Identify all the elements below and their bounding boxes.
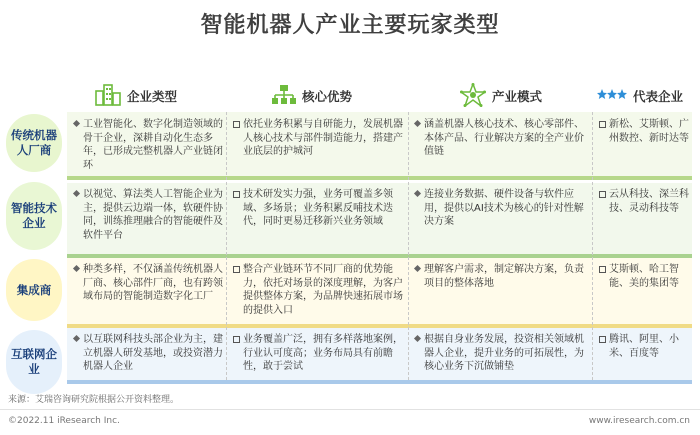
header-enterprise-type <box>95 84 177 108</box>
column-divider <box>408 112 409 380</box>
row-label-intelligent-tech-company: 智能技术企业 <box>6 182 62 250</box>
header-enterprise-type-label: 企业类型 <box>127 89 178 104</box>
header-industry-model <box>460 84 542 108</box>
copyright-text: ©2022.11 iResearch Inc. <box>8 416 120 426</box>
three-stars-icon <box>597 89 627 104</box>
column-divider <box>226 112 227 380</box>
row-divider <box>67 380 692 384</box>
row-label-integrator: 集成商 <box>6 259 62 321</box>
buildings-icon <box>95 84 121 109</box>
cell-core-advantage: 依托业务积累与自研能力，发展机器人核心技术与部件制造能力，搭建产业底层的护城河 <box>232 118 406 159</box>
cell-industry-model: 连接业务数据、硬件设备与软件应用，提供以AI技术为核心的针对性解决方案 <box>413 188 590 229</box>
column-header-row <box>0 84 700 108</box>
row-label-internet-company: 互联网企业 <box>6 330 62 394</box>
network-star-icon <box>460 83 486 110</box>
cell-enterprise-type: 种类多样，不仅涵盖传统机器人厂商、核心部件厂商，也有跨领域布局的智能制造数字化工厂 <box>72 263 224 304</box>
header-representative-label: 代表企业 <box>633 89 684 104</box>
row-divider <box>67 176 692 180</box>
cell-representative: 云从科技、深兰科技、灵动科技等 <box>598 188 690 215</box>
cell-core-advantage: 业务覆盖广泛，拥有多样落地案例，行业认可度高；业务布局具有前瞻性，敢于尝试 <box>232 333 406 374</box>
header-industry-model-label: 产业模式 <box>492 89 543 104</box>
row-divider <box>67 254 692 258</box>
cell-representative: 新松、艾斯顿、广州数控、新时达等 <box>598 118 690 145</box>
source-note: 来源：艾瑞咨询研究院根据公开资料整理。 <box>8 395 180 405</box>
cell-enterprise-type: 以视觉、算法类人工智能企业为主，提供云边端一体，软硬件协同，训练推理融合的智能硬件及软件平台 <box>72 188 224 242</box>
row-divider <box>67 324 692 328</box>
header-core-advantage-label: 核心优势 <box>302 89 353 104</box>
cell-industry-model: 理解客户需求，制定解决方案，负责项目的整体落地 <box>413 263 590 290</box>
footer-divider <box>0 409 700 410</box>
website-url: www.iresearch.com.cn <box>588 416 690 426</box>
cell-industry-model: 涵盖机器人核心技术、核心零部件、本体产品、行业解决方案的全产业价值链 <box>413 118 590 159</box>
org-chart-icon <box>272 84 296 109</box>
row-label-traditional-robot-maker: 传统机器人厂商 <box>6 114 62 172</box>
cell-industry-model: 根据自身业务发展，投资相关领域机器人企业，提升业务的可拓展性，为核心业务下沉做铺垫 <box>413 333 590 374</box>
cell-core-advantage: 整合产业链环节不同厂商的优势能力，依托对场景的深度理解，为客户提供整体方案，为品牌快速拓展市场的提供入口 <box>232 263 406 317</box>
cell-representative: 腾讯、阿里、小米、百度等 <box>598 333 690 360</box>
header-representative <box>597 84 683 108</box>
cell-representative: 艾斯顿、哈工智能、美的集团等 <box>598 263 690 290</box>
page-title: 智能机器人产业主要玩家类型 <box>200 13 500 38</box>
header-core-advantage <box>272 84 352 108</box>
cell-enterprise-type: 工业智能化、数字化制造领域的骨干企业，深耕自动化生态多年，已形成完整机器人产业链闭环 <box>72 118 224 172</box>
cell-enterprise-type: 以互联网科技头部企业为主，建立机器人研发基地，或投资潜力机器人企业 <box>72 333 224 374</box>
column-divider <box>592 112 593 380</box>
cell-core-advantage: 技术研发实力强，业务可覆盖多领域、多场景；业务积累反哺技术迭代，同时更易迁移新兴业务领域 <box>232 188 406 229</box>
